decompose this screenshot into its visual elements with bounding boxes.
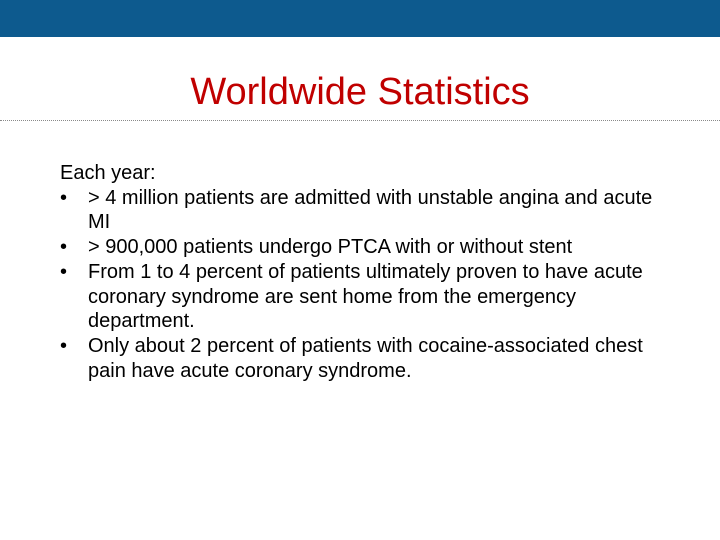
title-divider	[0, 120, 720, 121]
bullet-text: > 900,000 patients undergo PTCA with or without stent	[88, 236, 573, 259]
slide-title: Worldwide Statistics	[190, 71, 530, 113]
list-item	[60, 260, 670, 334]
bullet-icon: •	[60, 334, 68, 357]
bullet-list	[60, 186, 670, 384]
bullet-icon: •	[60, 236, 68, 259]
list-item	[60, 235, 670, 260]
top-banner	[0, 0, 720, 37]
bullet-text: > 4 million patients are admitted with unstable angina and acute MI	[88, 186, 653, 234]
bullet-text: From 1 to 4 percent of patients ultimately proven to have acute coronary syndrome are sent home from the emergency department.	[88, 260, 643, 333]
list-item	[60, 186, 670, 235]
list-item	[60, 334, 670, 383]
bullet-icon: •	[60, 260, 68, 283]
slide-body	[60, 161, 670, 383]
intro-text: Each year:	[60, 162, 156, 184]
bullet-text: Only about 2 percent of patients with cocaine-associated chest pain have acute coronary syndrome.	[88, 334, 643, 382]
bullet-icon: •	[60, 186, 68, 209]
